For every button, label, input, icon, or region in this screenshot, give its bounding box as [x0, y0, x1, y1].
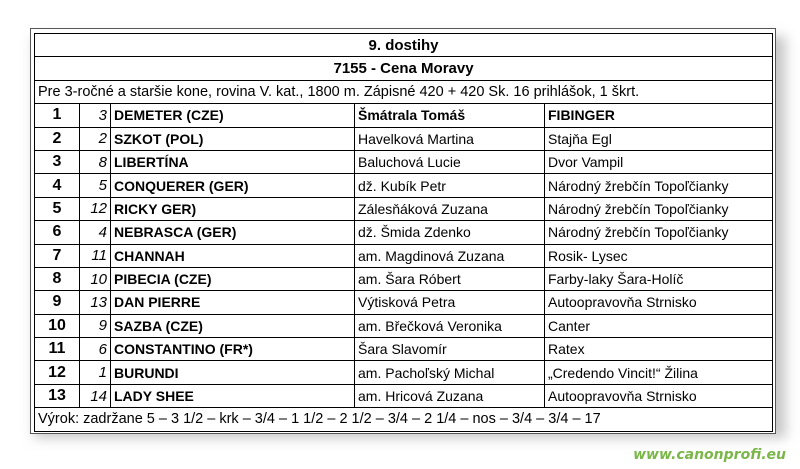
race-results-table [34, 33, 773, 432]
owner-cell: FIBINGER [545, 104, 773, 127]
horse-cell: CONQUERER (GER) [111, 174, 355, 197]
number-cell: 9 [80, 314, 111, 337]
horse-cell: SZKOT (POL) [111, 127, 355, 150]
table-row [35, 291, 773, 314]
owner-cell: Dvor Vampil [545, 150, 773, 173]
jockey-cell: Šara Slavomír [355, 338, 545, 361]
race-title: 9. dostihy [35, 34, 773, 57]
place-cell: 10 [35, 314, 80, 337]
number-cell: 10 [80, 267, 111, 290]
number-cell: 1 [80, 361, 111, 384]
table-row [35, 384, 773, 407]
number-cell: 6 [80, 338, 111, 361]
owner-cell: Národný žrebčín Topoľčianky [545, 221, 773, 244]
owner-cell: Rosik- Lysec [545, 244, 773, 267]
place-cell: 1 [35, 104, 80, 127]
number-cell: 11 [80, 244, 111, 267]
place-cell: 6 [35, 221, 80, 244]
number-cell: 4 [80, 221, 111, 244]
owner-cell: Autoopravovňa Strnisko [545, 291, 773, 314]
place-cell: 3 [35, 150, 80, 173]
place-cell: 5 [35, 197, 80, 220]
jockey-cell: am. Magdinová Zuzana [355, 244, 545, 267]
place-cell: 13 [35, 384, 80, 407]
horse-cell: CONSTANTINO (FR*) [111, 338, 355, 361]
place-cell: 7 [35, 244, 80, 267]
table-row [35, 104, 773, 127]
number-cell: 3 [80, 104, 111, 127]
table-row [35, 174, 773, 197]
table-row [35, 197, 773, 220]
jockey-cell: am. Hricová Zuzana [355, 384, 545, 407]
table-row [35, 361, 773, 384]
horse-cell: DEMETER (CZE) [111, 104, 355, 127]
number-cell: 14 [80, 384, 111, 407]
horse-cell: DAN PIERRE [111, 291, 355, 314]
jockey-cell: Baluchová Lucie [355, 150, 545, 173]
owner-cell: Ratex [545, 338, 773, 361]
race-name-row [35, 57, 773, 80]
jockey-cell: Havelková Martina [355, 127, 545, 150]
race-title-row [35, 34, 773, 57]
race-card [30, 28, 776, 434]
owner-cell: Farby-laky Šara-Holíč [545, 267, 773, 290]
table-row [35, 244, 773, 267]
race-result: Výrok: zadržane 5 – 3 1/2 – krk – 3/4 – 1 1/2 – 2 1/2 – 3/4 – 2 1/4 – nos – 3/4 – 3/4 – 17 [35, 408, 773, 431]
place-cell: 2 [35, 127, 80, 150]
place-cell: 8 [35, 267, 80, 290]
race-conditions-row [35, 80, 773, 103]
horse-cell: BURUNDI [111, 361, 355, 384]
owner-cell: Canter [545, 314, 773, 337]
table-row [35, 150, 773, 173]
watermark: www.canonprofi.eu [633, 447, 786, 463]
jockey-cell: Výtisková Petra [355, 291, 545, 314]
jockey-cell: am. Pachoľský Michal [355, 361, 545, 384]
horse-cell: PIBECIA (CZE) [111, 267, 355, 290]
jockey-cell: am. Břečková Veronika [355, 314, 545, 337]
jockey-cell: dž. Šmida Zdenko [355, 221, 545, 244]
place-cell: 4 [35, 174, 80, 197]
table-row [35, 127, 773, 150]
table-row [35, 221, 773, 244]
number-cell: 13 [80, 291, 111, 314]
jockey-cell: Šmátrala Tomáš [355, 104, 545, 127]
place-cell: 9 [35, 291, 80, 314]
number-cell: 2 [80, 127, 111, 150]
table-row [35, 267, 773, 290]
horse-cell: CHANNAH [111, 244, 355, 267]
place-cell: 12 [35, 361, 80, 384]
number-cell: 5 [80, 174, 111, 197]
jockey-cell: dž. Kubík Petr [355, 174, 545, 197]
jockey-cell: am. Šara Róbert [355, 267, 545, 290]
table-row [35, 314, 773, 337]
owner-cell: Stajňa Egl [545, 127, 773, 150]
race-name: 7155 - Cena Moravy [35, 57, 773, 80]
owner-cell: Národný žrebčín Topoľčianky [545, 174, 773, 197]
horse-cell: LADY SHEE [111, 384, 355, 407]
result-row [35, 408, 773, 431]
horse-cell: LIBERTÍNA [111, 150, 355, 173]
owner-cell: „Credendo Vincit!“ Žilina [545, 361, 773, 384]
horse-cell: SAZBA (CZE) [111, 314, 355, 337]
table-row [35, 338, 773, 361]
place-cell: 11 [35, 338, 80, 361]
horse-cell: RICKY GER) [111, 197, 355, 220]
horse-cell: NEBRASCA (GER) [111, 221, 355, 244]
number-cell: 12 [80, 197, 111, 220]
number-cell: 8 [80, 150, 111, 173]
race-conditions: Pre 3-ročné a staršie kone, rovina V. kat., 1800 m. Zápisné 420 + 420 Sk. 16 prihlášok, 1 škrt. [35, 80, 773, 103]
jockey-cell: Zálesňáková Zuzana [355, 197, 545, 220]
owner-cell: Národný žrebčín Topoľčianky [545, 197, 773, 220]
owner-cell: Autoopravovňa Strnisko [545, 384, 773, 407]
